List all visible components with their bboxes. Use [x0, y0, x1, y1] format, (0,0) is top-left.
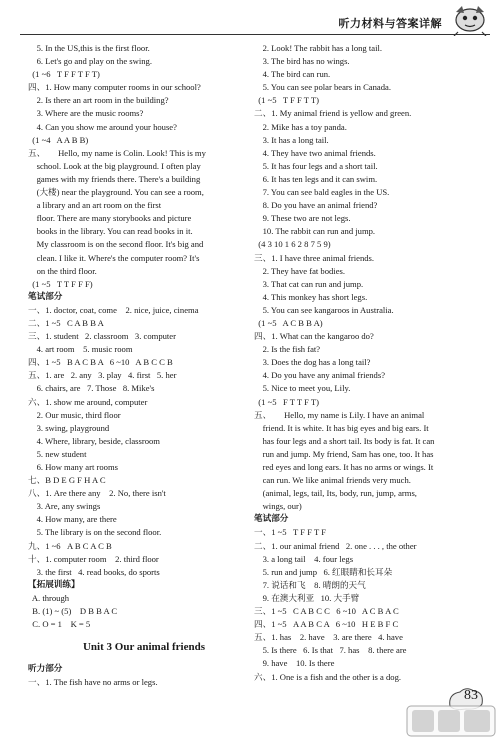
answer-line: 4. How many, are there: [28, 514, 117, 525]
answer-line: 3. Does the dog has a long tail?: [254, 357, 371, 368]
answer-line: 3. It has a long tail.: [254, 134, 329, 145]
section-heading: 笔试部分: [28, 291, 63, 302]
answer-line: My classroom is on the second floor. It's big and: [28, 239, 204, 250]
watermark-logo: [406, 705, 496, 737]
answer-line: 6. chairs, are 7. Those 8. Mike's: [28, 383, 155, 394]
answer-line: 一、1. The fish have no arms or legs.: [28, 677, 158, 688]
answer-line: (animal, legs, tail, Its, body, run, jump, arms,: [254, 488, 417, 499]
mascot-icon: [448, 2, 492, 36]
answer-line: 8. Do you have an animal friend?: [254, 200, 378, 211]
answer-line: has four legs and a short tail. Its body is fat. It can: [254, 435, 435, 446]
answer-line: friend. It is white. It has big eyes and big ears. It: [254, 422, 429, 433]
answer-line: 4. Can you show me around your house?: [28, 121, 177, 132]
answer-line: 5. Nice to meet you, Lily.: [254, 383, 351, 394]
answer-line: 八、1. Are there any 2. No, there isn't: [28, 488, 166, 499]
answer-line: 4. Where, library, beside, classroom: [28, 435, 160, 446]
right-column: [254, 42, 486, 684]
answer-line: run and jump. My friend, Sam has one, too. It has: [254, 448, 434, 459]
answer-line: 3. swing, playground: [28, 422, 110, 433]
answer-line: 3. Are, any swings: [28, 501, 101, 512]
answer-line: 一、1. doctor, coat, come 2. nice, juice, cinema: [28, 304, 199, 315]
answer-line: can run. We like animal friends very much.: [254, 475, 411, 486]
answer-line: A. through: [28, 592, 70, 603]
answer-line: 7. 说话和飞 8. 晴朗的天气: [254, 579, 366, 590]
answer-line: 9. These two are not legs.: [254, 213, 351, 224]
answer-line: 四、1 ~5 B A C B A 6 ~10 A B C C B: [28, 357, 173, 368]
answer-line: 四、1. How many computer rooms in our school?: [28, 82, 201, 93]
answer-line: 6. Let's go and play on the swing.: [28, 56, 152, 67]
answer-line: 2. Look! The rabbit has a long tail.: [254, 43, 383, 53]
answer-line: 5. Is there 6. Is that 7. has 8. there are: [254, 645, 407, 656]
answer-line: on the third floor.: [28, 265, 97, 276]
answer-line: 二、1. My animal friend is yellow and green.: [254, 108, 412, 119]
answer-line: 4. Do you have any animal friends?: [254, 370, 386, 381]
answer-line: 七、B D E G F H A C: [28, 475, 106, 486]
left-column: [28, 42, 260, 689]
answer-line: 二、1 ~5 C A B B A: [28, 317, 104, 328]
answer-line: (1 ~5 A C B B A): [254, 317, 323, 328]
answer-line: 六、1. One is a fish and the other is a dog.: [254, 671, 402, 682]
answer-line: 一、1 ~5 T F F T F: [254, 527, 326, 538]
answer-line: 5. You can see kangaroos in Australia.: [254, 304, 394, 315]
answer-line: 五、 Hello, my name is Colin. Look! This is my: [28, 147, 206, 158]
answer-line: 二、1. our animal friend 2. one . . . , the other: [254, 540, 417, 551]
answer-line: (1 ~4 A A B B): [28, 134, 89, 145]
answer-line: 9. have 10. Is there: [254, 658, 335, 669]
answer-line: (1 ~5 T T F F F): [28, 278, 93, 289]
answer-line: 9. 在澳大利亚 10. 大手臂: [254, 592, 360, 603]
answer-line: red eyes and long ears. It has no arms or wings. It: [254, 462, 434, 472]
section-heading: 笔试部分: [254, 514, 289, 525]
answer-line: games with my friends there. There's a building: [28, 173, 201, 184]
page-number: 83: [464, 688, 478, 703]
answer-line: 5. It has four legs and a short tail.: [254, 160, 378, 171]
answer-line: 四、1. What can the kangaroo do?: [254, 331, 374, 342]
answer-line: (大楼) near the playground. You can see a room,: [28, 187, 204, 198]
answer-line: 5. You can see polar bears in Canada.: [254, 82, 391, 93]
answer-line: 7. You can see bald eagles in the US.: [254, 187, 390, 198]
answer-line: 5. run and jump 6. 红眼睛和长耳朵: [254, 566, 393, 577]
answer-line: 5. In the US,this is the first floor.: [28, 43, 150, 53]
answer-line: 3. That cat can run and jump.: [254, 278, 364, 289]
header-rule: [20, 34, 490, 35]
section-heading: 听力部分: [28, 664, 63, 675]
section-heading: 【拓展训练】: [28, 579, 80, 590]
answer-line: school. Look at the big playground. I often play: [28, 160, 201, 171]
answer-line: 3. Where are the music rooms?: [28, 108, 144, 119]
answer-line: 2. Mike has a toy panda.: [254, 121, 347, 132]
answer-line: (4 3 10 1 6 2 8 7 5 9): [254, 239, 331, 250]
answer-line: 4. art room 5. music room: [28, 344, 133, 355]
answer-line: C. O = 1 K = 5: [28, 619, 91, 630]
answer-line: 3. The bird has no wings.: [254, 56, 350, 67]
answer-line: 四、1 ~5 A A B C A 6 ~10 H E B F C: [254, 619, 399, 630]
answer-line: (1 ~6 T F F T F T): [28, 69, 100, 80]
answer-line: wings, our): [254, 501, 302, 512]
answer-line: 三、1. student 2. classroom 3. computer: [28, 331, 176, 342]
answer-line: books in the library. You can read books in it.: [28, 226, 193, 237]
answer-line: 4. The bird can run.: [254, 69, 331, 80]
answer-line: 五、1. are 2. any 3. play 4. first 5. her: [28, 370, 177, 381]
answer-line: 2. Is there an art room in the building?: [28, 95, 169, 106]
answer-line: 2. Our music, third floor: [28, 409, 121, 420]
answer-line: B. (1) ~ (5) D B B A C: [28, 606, 118, 617]
answer-line: 三、1. I have three animal friends.: [254, 252, 375, 263]
answer-line: 5. The library is on the second floor.: [28, 527, 162, 538]
answer-line: 五、 Hello, my name is Lily. I have an animal: [254, 409, 425, 420]
answer-line: 六、1. show me around, computer: [28, 396, 148, 407]
header-title: 听力材料与答案详解: [338, 17, 442, 30]
answer-line: 6. It has ten legs and it can swim.: [254, 173, 378, 184]
answer-line: 十、1. computer room 2. third floor: [28, 553, 159, 564]
answer-line: 6. How many art rooms: [28, 462, 118, 472]
unit-title: Unit 3 Our animal friends: [82, 641, 206, 654]
answer-line: 2. They have fat bodies.: [254, 265, 346, 276]
answer-line: 三、1 ~5 C A B C C 6 ~10 A C B A C: [254, 606, 399, 617]
answer-line: 3. a long tail 4. four legs: [254, 553, 354, 564]
answer-line: 4. They have two animal friends.: [254, 147, 376, 158]
answer-line: 4. This monkey has short legs.: [254, 291, 368, 302]
answer-line: (1 ~5 F T T F T): [254, 396, 319, 407]
answer-line: 3. the first 4. read books, do sports: [28, 566, 160, 577]
answer-line: 2. Is the fish fat?: [254, 344, 321, 355]
answer-line: 九、1 ~6 A B C A C B: [28, 540, 112, 551]
answer-line: 5. new student: [28, 448, 87, 459]
answer-line: a library and an art room on the first: [28, 200, 162, 211]
answer-line: floor. There are many storybooks and picture: [28, 213, 192, 224]
answer-line: clean. I like it. Where's the computer room? It's: [28, 252, 200, 263]
answer-line: (1 ~5 T F F T T): [254, 95, 319, 106]
answer-line: 10. The rabbit can run and jump.: [254, 226, 376, 237]
answer-line: 五、1. has 2. have 3. are there 4. have: [254, 632, 403, 643]
